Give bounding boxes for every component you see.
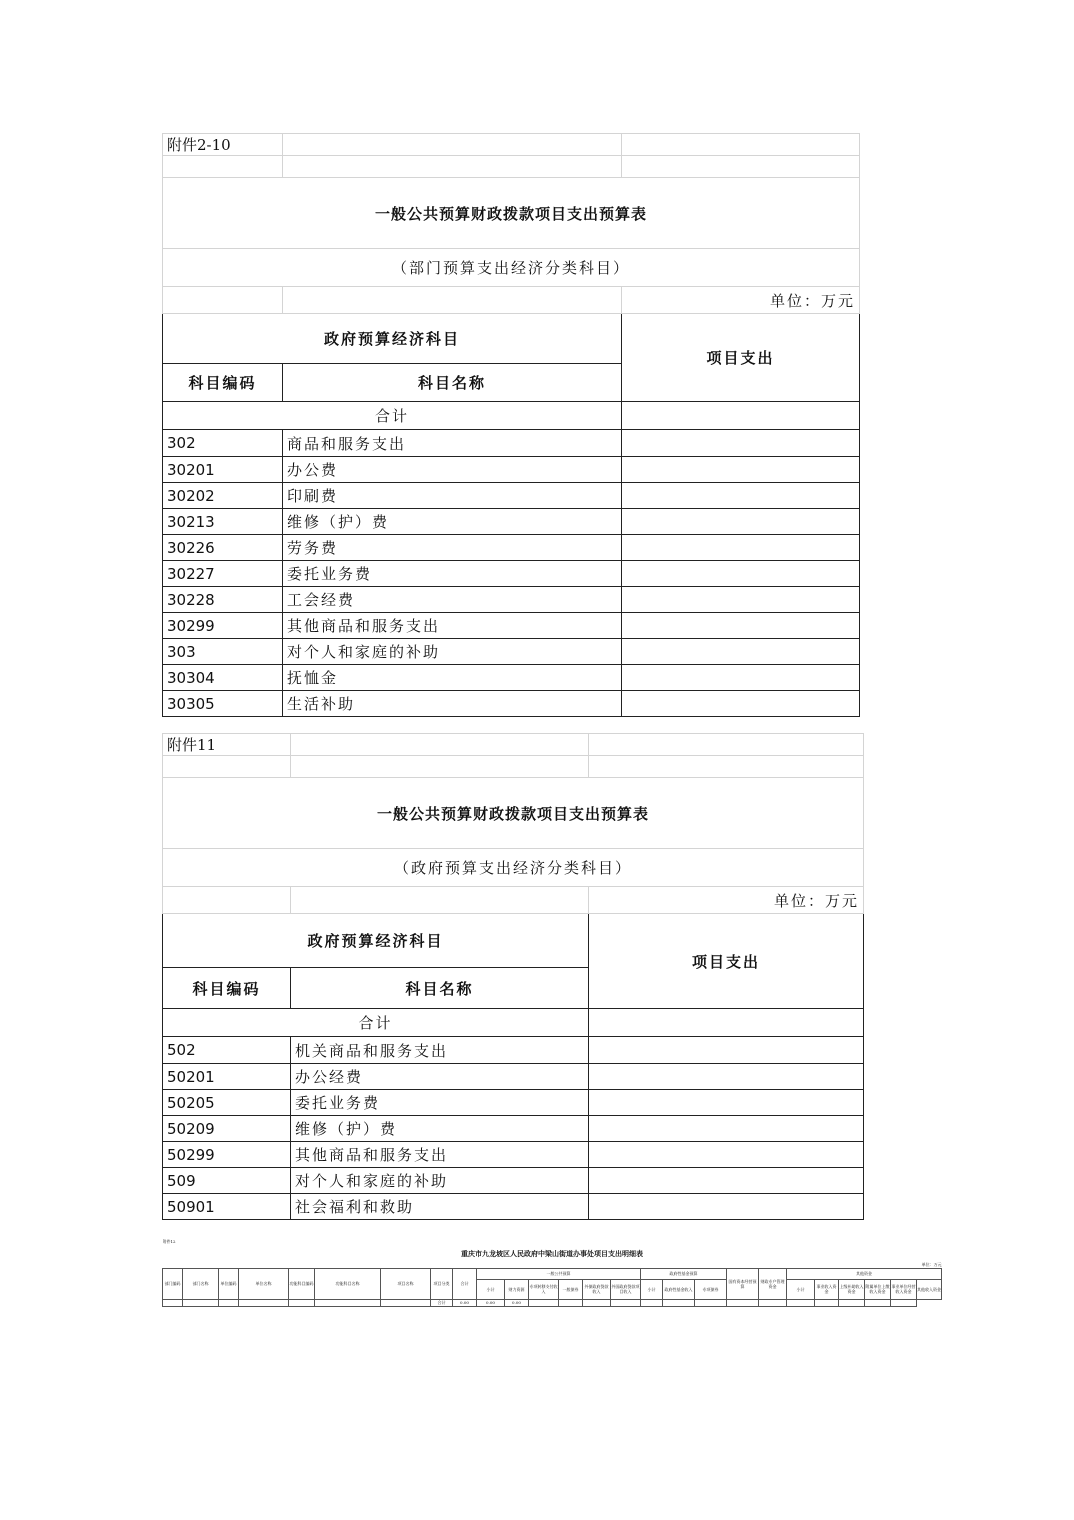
row-expense — [622, 691, 860, 717]
col-header-code: 科目编码 — [163, 968, 291, 1009]
row-name: 办公经费 — [291, 1064, 589, 1090]
mini-header: 一般债券 — [559, 1279, 583, 1299]
row-name: 印刷费 — [283, 483, 622, 509]
row-code: 30226 — [163, 535, 283, 561]
row-expense — [622, 430, 860, 457]
mini-subtotal-value: 0.00 — [477, 1299, 505, 1306]
row-name: 维修（护）费 — [291, 1116, 589, 1142]
row-code: 30201 — [163, 457, 283, 483]
row-name: 对个人和家庭的补助 — [283, 639, 622, 665]
attachment-label: 附件2-10 — [163, 134, 283, 156]
row-code: 50205 — [163, 1090, 291, 1116]
mini-header: 专项转移支付收入 — [529, 1279, 559, 1299]
row-code: 50201 — [163, 1064, 291, 1090]
row-expense — [622, 665, 860, 691]
group-header: 政府预算经济科目 — [163, 914, 589, 968]
table-row — [163, 1168, 864, 1194]
col-header-name: 科目名称 — [291, 968, 589, 1009]
row-expense — [589, 1168, 864, 1194]
mini-header: 其他收入资金 — [917, 1279, 942, 1299]
row-code: 50901 — [163, 1194, 291, 1220]
table-title: 一般公共预算财政拨款项目支出预算表 — [163, 178, 860, 249]
row-name: 维修（护）费 — [283, 509, 622, 535]
unit-label: 单位：万元 — [622, 287, 860, 314]
mini-header: 财政专户管理资金 — [759, 1268, 787, 1299]
mini-title: 重庆市九龙坡区人民政府中梁山街道办事处项目支出明细表 — [461, 1248, 644, 1258]
row-expense — [589, 1090, 864, 1116]
table-row — [163, 1116, 864, 1142]
mini-header: 外国政府贷款项目收入 — [611, 1279, 641, 1299]
table-row — [163, 691, 860, 717]
budget-table-1 — [162, 133, 860, 717]
row-code: 509 — [163, 1168, 291, 1194]
table-row — [163, 430, 860, 457]
total-label: 合计 — [163, 1009, 589, 1037]
table-row — [163, 509, 860, 535]
total-value — [622, 402, 860, 430]
table-subtitle: （部门预算支出经济分类科目） — [163, 249, 860, 287]
mini-header: 小计 — [787, 1279, 815, 1299]
row-code: 50209 — [163, 1116, 291, 1142]
row-name: 商品和服务支出 — [283, 430, 622, 457]
table-row — [163, 457, 860, 483]
col-header-code: 科目编码 — [163, 364, 283, 402]
mini-group-other: 其他资金 — [787, 1268, 942, 1279]
row-code: 30213 — [163, 509, 283, 535]
mini-financial-value: 0.00 — [505, 1299, 529, 1306]
row-code: 30202 — [163, 483, 283, 509]
row-expense — [622, 587, 860, 613]
row-name: 委托业务费 — [283, 561, 622, 587]
row-name: 委托业务费 — [291, 1090, 589, 1116]
table-row — [163, 587, 860, 613]
row-expense — [589, 1064, 864, 1090]
table-row — [163, 535, 860, 561]
row-name: 工会经费 — [283, 587, 622, 613]
row-expense — [589, 1116, 864, 1142]
budget-table-2 — [162, 733, 864, 1220]
row-code: 303 — [163, 639, 283, 665]
row-name: 劳务费 — [283, 535, 622, 561]
mini-header: 单位名称 — [239, 1268, 289, 1299]
table-row — [163, 483, 860, 509]
row-expense — [589, 1142, 864, 1168]
mini-header: 财力资源 — [505, 1279, 529, 1299]
row-code: 30299 — [163, 613, 283, 639]
row-expense — [622, 639, 860, 665]
row-code: 502 — [163, 1037, 291, 1064]
row-code: 30228 — [163, 587, 283, 613]
mini-header: 小计 — [641, 1279, 663, 1299]
attachment-label: 附件11 — [163, 734, 291, 756]
mini-unit: 单位：万元 — [921, 1261, 942, 1267]
row-expense — [622, 509, 860, 535]
total-label: 合计 — [163, 402, 622, 430]
total-value — [589, 1009, 864, 1037]
row-name: 办公费 — [283, 457, 622, 483]
table-row — [163, 1090, 864, 1116]
mini-header: 项目名称 — [381, 1268, 431, 1299]
row-expense — [622, 483, 860, 509]
mini-header: 部门编码 — [163, 1268, 183, 1299]
row-expense — [622, 613, 860, 639]
mini-header: 专项债券 — [695, 1279, 727, 1299]
table-row — [163, 639, 860, 665]
table-row — [163, 1037, 864, 1064]
mini-header: 政府性基金收入 — [663, 1279, 695, 1299]
mini-header: 功能科目编码 — [289, 1268, 315, 1299]
row-name: 社会福利和救助 — [291, 1194, 589, 1220]
mini-attachment: 附件12 — [162, 1239, 176, 1244]
mini-header: 外债政府贷款收入 — [583, 1279, 611, 1299]
row-code: 30305 — [163, 691, 283, 717]
table-row — [163, 1142, 864, 1168]
row-expense — [622, 561, 860, 587]
mini-header: 合计 — [453, 1268, 477, 1299]
mini-total-value: 0.00 — [453, 1299, 477, 1306]
row-expense — [622, 535, 860, 561]
row-code: 302 — [163, 430, 283, 457]
table-row — [163, 1194, 864, 1220]
mini-header: 国有资本经营预算 — [727, 1268, 759, 1299]
row-name: 其他商品和服务支出 — [283, 613, 622, 639]
row-name: 对个人和家庭的补助 — [291, 1168, 589, 1194]
row-expense — [622, 457, 860, 483]
unit-label: 单位：万元 — [589, 887, 864, 914]
row-name: 其他商品和服务支出 — [291, 1142, 589, 1168]
row-code: 50299 — [163, 1142, 291, 1168]
col-header-name: 科目名称 — [283, 364, 622, 402]
mini-header: 项目分类 — [431, 1268, 453, 1299]
mini-header: 附属单位上缴收入资金 — [865, 1279, 891, 1299]
mini-header: 事业收入资金 — [815, 1279, 839, 1299]
mini-group-general: 一般公共预算 — [477, 1268, 641, 1279]
mini-header: 单位编码 — [219, 1268, 239, 1299]
project-detail-table — [162, 1238, 942, 1307]
row-code: 30227 — [163, 561, 283, 587]
table-row — [163, 561, 860, 587]
mini-group-fund: 政府性基金预算 — [641, 1268, 727, 1279]
row-code: 30304 — [163, 665, 283, 691]
col-header-expense: 项目支出 — [622, 314, 860, 402]
row-name: 机关商品和服务支出 — [291, 1037, 589, 1064]
mini-header: 小计 — [477, 1279, 505, 1299]
mini-header: 功能科目名称 — [315, 1268, 381, 1299]
mini-header: 部门名称 — [183, 1268, 219, 1299]
mini-header: 事业单位经营收入资金 — [891, 1279, 917, 1299]
mini-header: 上级补助收入资金 — [839, 1279, 865, 1299]
row-expense — [589, 1194, 864, 1220]
col-header-expense: 项目支出 — [589, 914, 864, 1009]
table-row — [163, 613, 860, 639]
row-name: 生活补助 — [283, 691, 622, 717]
table-row — [163, 1064, 864, 1090]
row-expense — [589, 1037, 864, 1064]
group-header: 政府预算经济科目 — [163, 314, 622, 364]
table-title: 一般公共预算财政拨款项目支出预算表 — [163, 778, 864, 849]
table-row — [163, 665, 860, 691]
table-subtitle: （政府预算支出经济分类科目） — [163, 849, 864, 887]
row-name: 抚恤金 — [283, 665, 622, 691]
mini-total-label: 合计 — [431, 1299, 453, 1306]
